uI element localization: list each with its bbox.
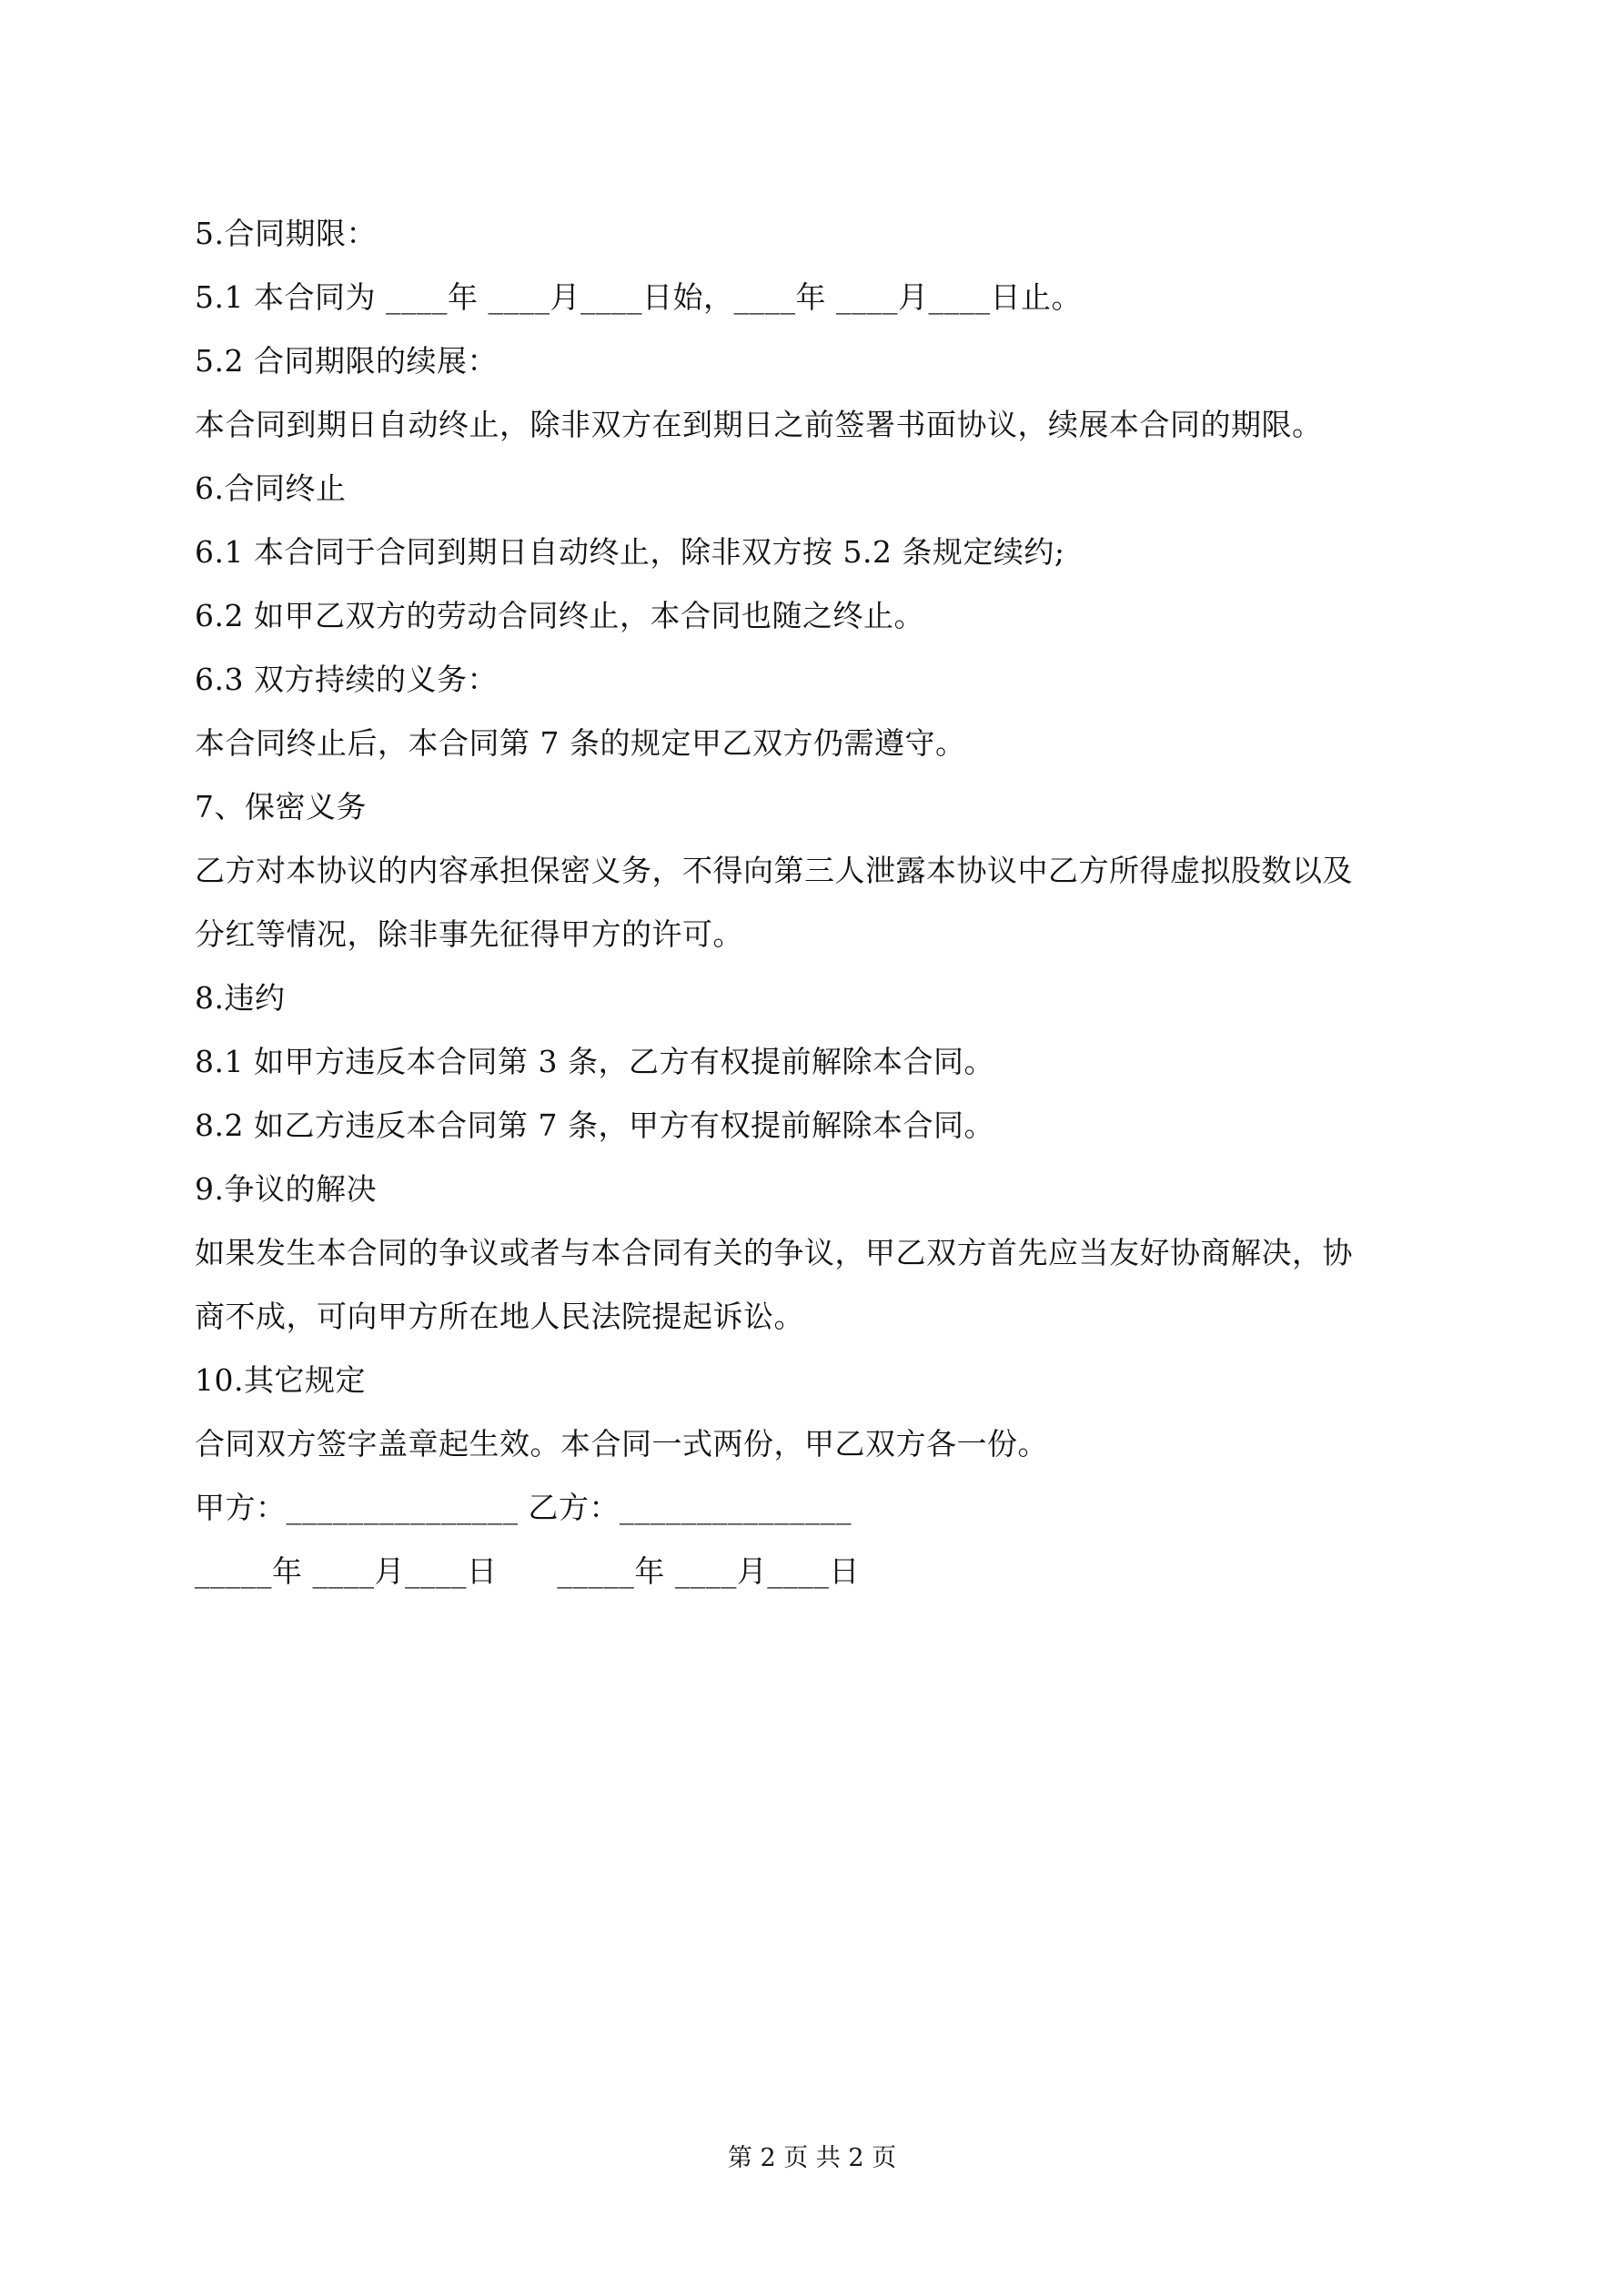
section-8-heading: 8.违约 [195,980,286,1016]
clause-8-1: 8.1 如甲方违反本合同第 3 条，乙方有权提前解除本合同。 [195,1044,994,1079]
section-7-heading: 7、保密义务 [195,789,367,824]
clause-6-3-heading: 6.3 双方持续的义务： [195,662,498,697]
clause-6-2: 6.2 如甲乙双方的劳动合同终止，本合同也随之终止。 [195,598,924,633]
clause-8-2: 8.2 如乙方违反本合同第 7 条，甲方有权提前解除本合同。 [195,1108,994,1143]
section-7-text-line-1: 乙方对本协议的内容承担保密义务，不得向第三人泄露本协议中乙方所得虚拟股数以及 [195,853,1353,888]
section-7-text-line-2: 分红等情况，除非事先征得甲方的许可。 [195,916,743,952]
clause-5-1: 5.1 本合同为 ____年 ____月____日始，____年 ____月____日止。 [195,279,1082,315]
page-footer: 第 2 页 共 2 页 [727,2144,897,2172]
clause-5-2-heading: 5.2 合同期限的续展： [195,343,498,379]
section-10-heading: 10.其它规定 [195,1362,366,1398]
section-10-text: 合同双方签字盖章起生效。本合同一式两份，甲乙双方各一份。 [195,1426,1048,1462]
signature-line: 甲方：_______________ 乙方：_______________ [195,1490,852,1525]
clause-6-1: 6.1 本合同于合同到期日自动终止，除非双方按 5.2 条规定续约; [195,534,1065,570]
signature-date-line: _____年 ____月____日 _____年 ____月____日 [195,1553,860,1589]
section-6-heading: 6.合同终止 [195,470,347,506]
section-5-heading: 5.合同期限： [195,216,377,251]
section-9-heading: 9.争议的解决 [195,1171,377,1207]
section-9-text-line-2: 商不成，可向甲方所在地人民法院提起诉讼。 [195,1299,804,1334]
clause-5-2-text: 本合同到期日自动终止，除非双方在到期日之前签署书面协议，续展本合同的期限。 [195,407,1323,442]
section-9-text-line-1: 如果发生本合同的争议或者与本合同有关的争议，甲乙双方首先应当友好协商解决，协 [195,1235,1353,1270]
clause-6-3-text: 本合同终止后，本合同第 7 条的规定甲乙双方仍需遵守。 [195,725,966,761]
contract-body [195,202,1450,1603]
